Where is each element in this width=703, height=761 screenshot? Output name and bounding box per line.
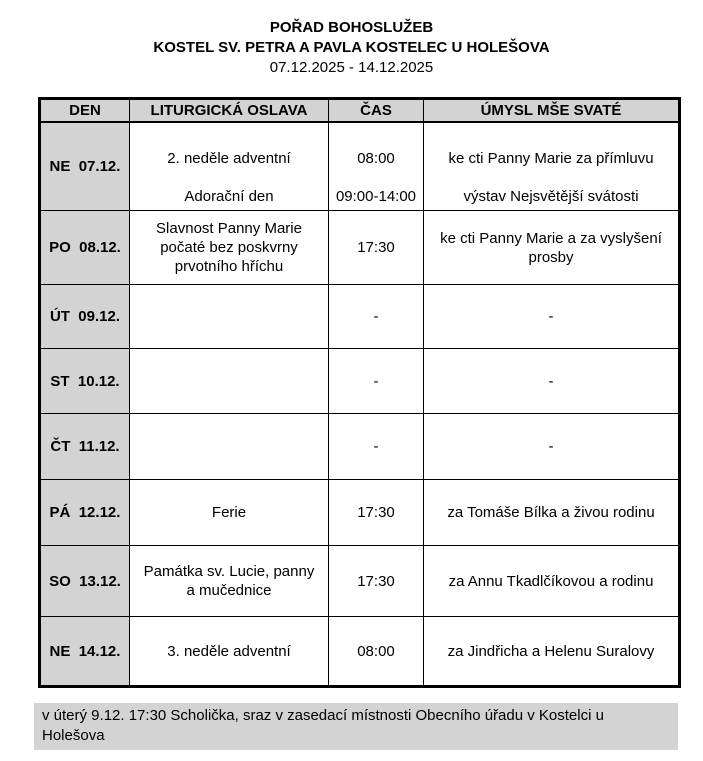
time-cell-text: - <box>373 438 379 455</box>
celebration-cell <box>130 211 329 285</box>
column-header-cas: ČAS <box>329 99 424 123</box>
table-row <box>40 122 680 211</box>
intention-cell <box>424 546 680 617</box>
intention-cell <box>424 349 680 414</box>
table-row <box>40 285 680 349</box>
day-cell <box>40 285 130 349</box>
intention-cell <box>424 211 680 285</box>
time-cell-text: 17:30 <box>357 239 395 256</box>
time-cell <box>329 480 424 546</box>
intention-cell-text: ke cti Panny Marie a za vyslyšení <box>440 229 662 247</box>
time-cell <box>329 414 424 480</box>
day-cell <box>40 122 130 211</box>
column-header-umysl-mse-svate: ÚMYSL MŠE SVATÉ <box>424 99 680 123</box>
footnote: v úterý 9.12. 17:30 Scholička, sraz v zasedací místnosti Obecního úřadu v Kostelci u Holešova <box>34 703 678 750</box>
schedule-table <box>38 97 681 688</box>
intention-cell-text: - <box>548 372 554 390</box>
header-row <box>40 99 680 123</box>
celebration-cell-text: 2. neděle adventní <box>167 150 291 167</box>
celebration-cell <box>130 122 329 211</box>
day-cell-text: NE 14.12. <box>49 642 121 660</box>
celebration-cell-text: a mučednice <box>186 582 272 599</box>
table-row <box>40 414 680 480</box>
celebration-cell-text: Adorační den <box>184 188 274 205</box>
day-cell <box>40 480 130 546</box>
table-row <box>40 211 680 285</box>
celebration-cell-text: Ferie <box>211 504 247 521</box>
intention-cell-text: za Jindřicha a Helenu Suralovy <box>447 642 655 660</box>
document-header <box>0 18 703 78</box>
celebration-cell <box>130 617 329 687</box>
time-cell-text: 17:30 <box>357 572 395 590</box>
intention-cell-text: ke cti Panny Marie za přímluvu <box>448 150 654 167</box>
time-cell-text: 17:30 <box>357 504 395 521</box>
table-row <box>40 480 680 546</box>
time-cell <box>329 122 424 211</box>
time-cell-text: - <box>373 372 379 390</box>
column-header-den: DEN <box>40 99 130 123</box>
table-row <box>40 546 680 617</box>
time-cell-text: 08:00 <box>357 150 395 167</box>
time-cell <box>329 546 424 617</box>
date-range: 07.12.2025 - 14.12.2025 <box>269 59 434 76</box>
day-cell-text: NE 07.12. <box>49 158 121 175</box>
celebration-cell <box>130 546 329 617</box>
church-name: KOSTEL SV. PETRA A PAVLA KOSTELEC U HOLEŠOVA <box>153 39 550 56</box>
celebration-cell-text: počaté bez poskvrny <box>160 239 298 256</box>
time-cell-text: 09:00-14:00 <box>335 188 417 205</box>
intention-cell-text: za Annu Tkadlčíkovou a rodinu <box>448 572 654 590</box>
document-title: POŘAD BOHOSLUŽEB <box>269 19 434 36</box>
intention-cell <box>424 285 680 349</box>
table-row <box>40 617 680 687</box>
celebration-cell-text: prvotního hříchu <box>174 258 284 275</box>
schedule-table-body <box>40 122 680 687</box>
time-cell <box>329 285 424 349</box>
day-cell <box>40 211 130 285</box>
intention-cell <box>424 414 680 480</box>
time-cell <box>329 211 424 285</box>
celebration-cell <box>130 414 329 480</box>
day-cell <box>40 349 130 414</box>
table-row <box>40 349 680 414</box>
intention-cell <box>424 122 680 211</box>
intention-cell <box>424 617 680 687</box>
schedule-table-head <box>40 99 680 123</box>
intention-cell <box>424 480 680 546</box>
day-cell <box>40 546 130 617</box>
celebration-cell <box>130 480 329 546</box>
intention-cell-text: - <box>548 438 554 455</box>
intention-cell-text: prosby <box>528 248 574 266</box>
day-cell-text: ST 10.12. <box>50 372 120 390</box>
celebration-cell-text: Památka sv. Lucie, panny <box>143 563 315 580</box>
celebration-cell <box>130 285 329 349</box>
time-cell-text: 08:00 <box>357 642 395 660</box>
day-cell-text: PÁ 12.12. <box>49 504 121 521</box>
celebration-cell-text: 3. neděle adventní <box>167 642 291 660</box>
day-cell-text: ČT 11.12. <box>50 438 120 455</box>
day-cell-text: PO 08.12. <box>49 239 121 256</box>
column-header-liturgicka-oslava: LITURGICKÁ OSLAVA <box>130 99 329 123</box>
day-cell-text: ÚT 09.12. <box>49 308 121 325</box>
day-cell-text: SO 13.12. <box>49 572 121 590</box>
intention-cell-text: výstav Nejsvětější svátosti <box>463 188 639 205</box>
intention-cell-text: za Tomáše Bílka a živou rodinu <box>447 504 655 521</box>
celebration-cell <box>130 349 329 414</box>
day-cell <box>40 617 130 687</box>
day-cell <box>40 414 130 480</box>
intention-cell-text: - <box>548 308 554 325</box>
celebration-cell-text: Slavnost Panny Marie <box>156 220 302 237</box>
time-cell <box>329 349 424 414</box>
time-cell <box>329 617 424 687</box>
time-cell-text: - <box>373 308 379 325</box>
